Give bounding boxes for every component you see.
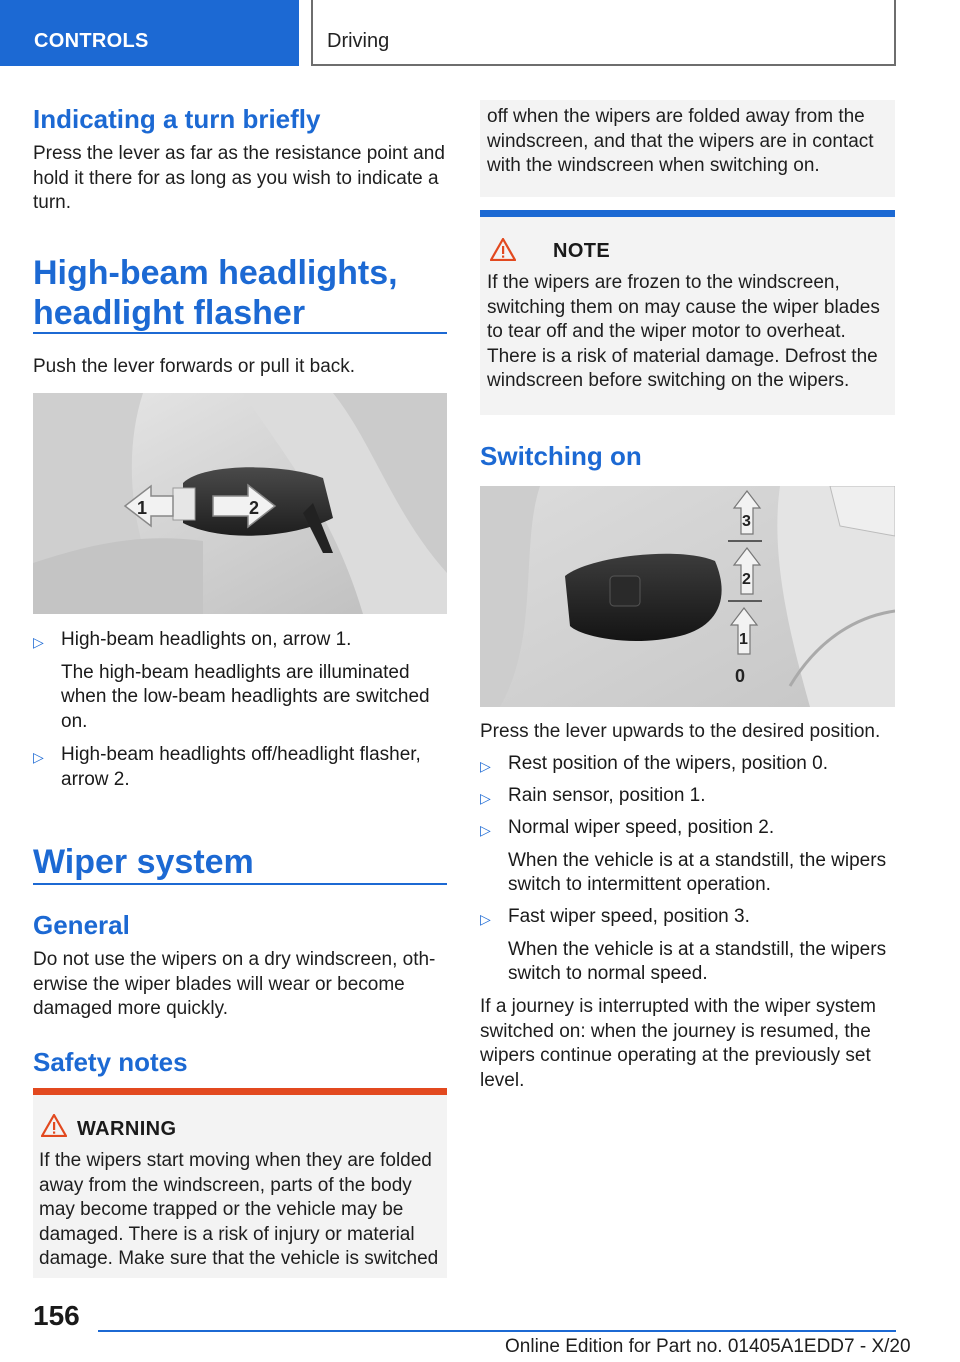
triangle-bullet-icon: ▷	[33, 749, 44, 765]
turn-heading: Indicating a turn briefly	[33, 104, 321, 134]
list-item	[480, 905, 895, 987]
wiper-heading: Wiper system	[33, 843, 254, 881]
note-box	[480, 210, 895, 415]
position-0-label: 0	[735, 666, 746, 686]
text-line: Press the lever as far as the resistance point and	[33, 143, 445, 164]
warning-box-continued	[480, 100, 895, 197]
text-line: There is a risk of material damage. Defrost the	[487, 345, 878, 367]
warning-cont-text	[487, 105, 891, 179]
text-line: level.	[480, 1069, 525, 1091]
text-line: Normal wiper speed, position 2.	[508, 817, 775, 838]
warning-bar	[33, 1088, 447, 1095]
list-item-text	[508, 905, 886, 987]
triangle-bullet-icon: ▷	[480, 911, 491, 927]
position-1-label: 1	[739, 631, 748, 648]
text-line: off when the wipers are folded away from the	[487, 106, 865, 127]
heading-rule	[33, 883, 447, 885]
text-line: The high-beam headlights are illuminated	[61, 661, 410, 683]
list-item	[480, 816, 895, 898]
triangle-bullet-icon: ▷	[480, 790, 491, 806]
text-line: Fast wiper speed, position 3.	[508, 906, 750, 927]
footer-rule	[98, 1330, 896, 1332]
text-line: High-beam headlights on, arrow 1.	[61, 629, 352, 650]
triangle-bullet-icon: ▷	[480, 822, 491, 838]
text-line: turn.	[33, 192, 72, 213]
warning-triangle-icon	[490, 238, 516, 261]
note-text	[487, 271, 891, 394]
wiper-lever-illustration	[480, 486, 895, 707]
list-item-text	[508, 816, 886, 898]
chapter-box	[311, 0, 896, 66]
position-3-label: 3	[742, 513, 751, 530]
journey-text	[480, 995, 895, 1093]
list-item-text	[61, 628, 430, 734]
press-text: Press the lever upwards to the desired position.	[480, 721, 881, 742]
general-heading: General	[33, 910, 130, 940]
warning-text	[39, 1149, 445, 1272]
text-line: on.	[61, 710, 88, 732]
position-2-label: 2	[742, 571, 751, 588]
text-line: damaged. There is a risk of injury or material	[39, 1223, 415, 1245]
note-title: NOTE	[553, 240, 611, 262]
text-line: damaged more quickly.	[33, 998, 229, 1019]
text-line: If the wipers start moving when they are folded	[39, 1150, 432, 1171]
safety-heading: Safety notes	[33, 1047, 188, 1077]
text-line: switched on: when the journey is resumed, the	[480, 1020, 871, 1042]
text-line: Do not use the wipers on a dry windscreen, oth-	[33, 949, 436, 970]
warning-box	[33, 1088, 447, 1278]
heading-line: headlight flasher	[33, 294, 306, 332]
triangle-bullet-icon: ▷	[480, 758, 491, 774]
edition-text: Online Edition for Part no. 01405A1EDD7 - X/20	[505, 1336, 911, 1357]
list-item	[480, 784, 895, 810]
highbeam-intro: Push the lever forwards or pull it back.	[33, 356, 356, 377]
highbeam-heading	[33, 253, 398, 333]
text-line: When the vehicle is at a standstill, the wipers	[508, 938, 887, 960]
text-line: hold it there for as long as you wish to indicate a	[33, 167, 439, 189]
text-line: When the vehicle is at a standstill, the wipers	[508, 849, 887, 871]
warning-triangle-icon	[41, 1114, 67, 1137]
text-line: with the windscreen when switching on.	[487, 155, 820, 176]
text-line: High-beam headlights off/headlight flasher,	[61, 744, 421, 765]
section-tab	[0, 0, 299, 66]
text-line: erwise the wiper blades will wear or become	[33, 973, 405, 995]
list-item	[33, 743, 447, 793]
list-item	[33, 628, 447, 732]
list-item-text	[61, 743, 421, 792]
text-line: may become trapped or the vehicle may be	[39, 1199, 404, 1220]
lever-illustration	[33, 393, 447, 614]
lever-figure-wiper	[480, 486, 895, 707]
text-line: switching them on may cause the wiper blades	[487, 296, 880, 318]
triangle-bullet-icon: ▷	[33, 634, 44, 650]
lever-figure-highbeam	[33, 393, 447, 614]
turn-text	[33, 142, 447, 216]
chapter-label: Driving	[327, 30, 390, 52]
text-line: windscreen, and that the wipers are in contact	[487, 130, 874, 152]
heading-line: High-beam headlights,	[33, 254, 398, 292]
heading-rule	[33, 332, 447, 334]
warning-title: WARNING	[77, 1118, 177, 1140]
arrow-2-label: 2	[249, 498, 260, 518]
switching-heading: Switching on	[480, 441, 642, 471]
list-item-text: Rain sensor, position 1.	[508, 785, 706, 806]
text-line: to tear off and the wiper motor to overheat.	[487, 321, 846, 342]
text-line: when the low-beam headlights are switched	[61, 686, 430, 707]
text-line: If the wipers are frozen to the windscreen,	[487, 272, 840, 293]
general-text	[33, 948, 447, 1022]
text-line: away from the windscreen, parts of the body	[39, 1174, 412, 1196]
text-line: windscreen before switching on the wipers.	[487, 370, 850, 391]
text-line: If a journey is interrupted with the wiper system	[480, 996, 877, 1017]
page-number: 156	[33, 1300, 80, 1331]
section-label: CONTROLS	[34, 30, 149, 52]
list-item-text: Rest position of the wipers, position 0.	[508, 753, 829, 774]
list-item	[480, 752, 895, 778]
text-line: switch to intermittent operation.	[508, 874, 771, 895]
text-line: wipers continue operating at the previously set	[480, 1045, 871, 1066]
text-line: damage. Make sure that the vehicle is switched	[39, 1248, 439, 1269]
text-line: switch to normal speed.	[508, 963, 708, 984]
text-line: arrow 2.	[61, 768, 130, 790]
note-bar	[480, 210, 895, 217]
arrow-1-label: 1	[137, 498, 148, 518]
